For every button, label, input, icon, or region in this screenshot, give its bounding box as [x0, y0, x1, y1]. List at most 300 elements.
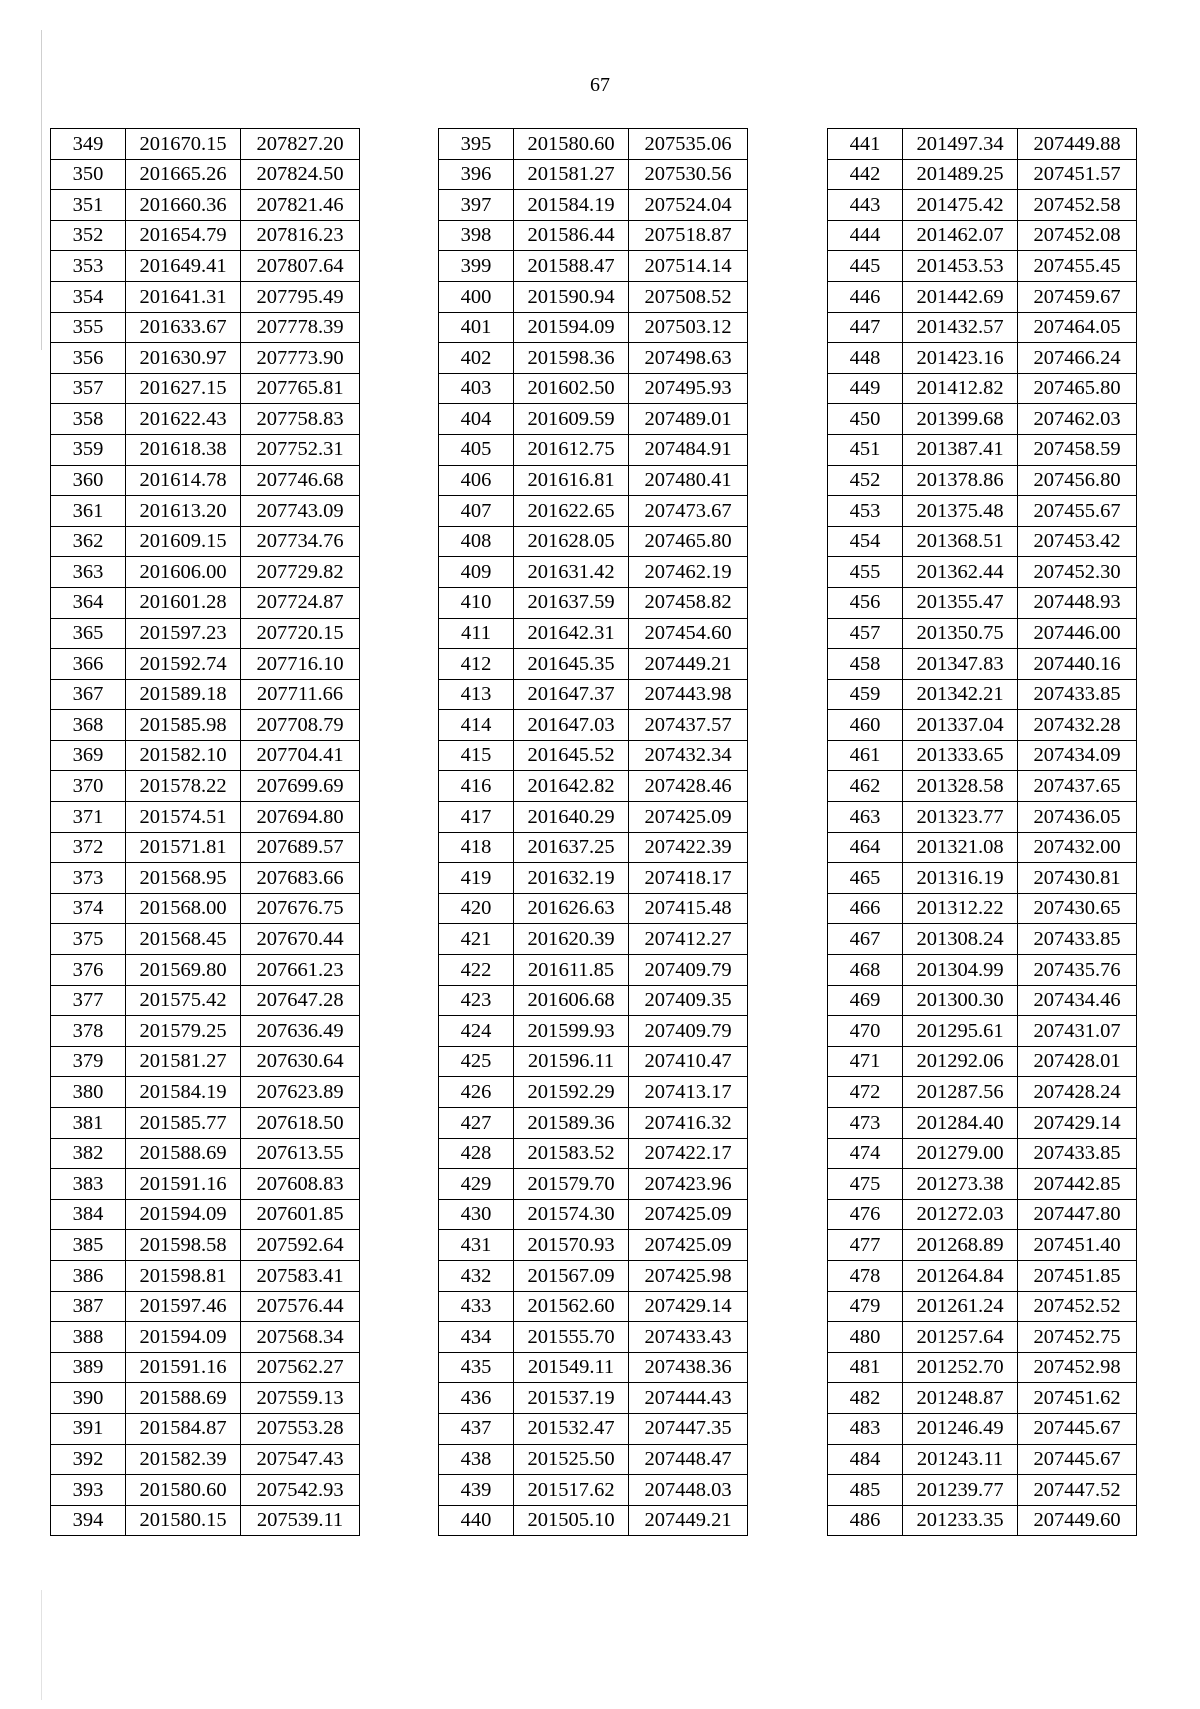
x-coordinate-cell: 201342.21: [903, 679, 1018, 710]
table-row: [439, 1138, 748, 1169]
table-row: [51, 312, 360, 343]
y-coordinate-cell: 207431.07: [1018, 1016, 1137, 1047]
point-number-cell: 471: [828, 1046, 903, 1077]
y-coordinate-cell: 207435.76: [1018, 955, 1137, 986]
x-coordinate-cell: 201647.37: [514, 679, 629, 710]
point-number-cell: 389: [51, 1352, 126, 1383]
point-number-cell: 426: [439, 1077, 514, 1108]
y-coordinate-cell: 207425.98: [629, 1260, 748, 1291]
x-coordinate-cell: 201614.78: [126, 465, 241, 496]
x-coordinate-cell: 201257.64: [903, 1322, 1018, 1353]
y-coordinate-cell: 207562.27: [241, 1352, 360, 1383]
table-row: [51, 955, 360, 986]
point-number-cell: 425: [439, 1046, 514, 1077]
y-coordinate-cell: 207433.43: [629, 1322, 748, 1353]
table-row: [51, 1169, 360, 1200]
table-row: [51, 1260, 360, 1291]
x-coordinate-cell: 201532.47: [514, 1413, 629, 1444]
point-number-cell: 439: [439, 1475, 514, 1506]
point-number-cell: 411: [439, 618, 514, 649]
x-coordinate-cell: 201287.56: [903, 1077, 1018, 1108]
table-row: [439, 1199, 748, 1230]
point-number-cell: 485: [828, 1475, 903, 1506]
table-row: [439, 618, 748, 649]
y-coordinate-cell: 207711.66: [241, 679, 360, 710]
point-number-cell: 355: [51, 312, 126, 343]
x-coordinate-cell: 201581.27: [514, 159, 629, 190]
y-coordinate-cell: 207444.43: [629, 1383, 748, 1414]
x-coordinate-cell: 201581.27: [126, 1046, 241, 1077]
table-row: [439, 1413, 748, 1444]
y-coordinate-cell: 207670.44: [241, 924, 360, 955]
table-row: [51, 373, 360, 404]
table-row: [51, 159, 360, 190]
x-coordinate-cell: 201590.94: [514, 281, 629, 312]
point-number-cell: 383: [51, 1169, 126, 1200]
y-coordinate-cell: 207824.50: [241, 159, 360, 190]
x-coordinate-cell: 201462.07: [903, 220, 1018, 251]
y-coordinate-cell: 207432.28: [1018, 710, 1137, 741]
table-row: [828, 1322, 1137, 1353]
table-row: [439, 1444, 748, 1475]
y-coordinate-cell: 207454.60: [629, 618, 748, 649]
table-row: [51, 1444, 360, 1475]
y-coordinate-cell: 207530.56: [629, 159, 748, 190]
table-row: [828, 343, 1137, 374]
point-number-cell: 413: [439, 679, 514, 710]
point-number-cell: 448: [828, 343, 903, 374]
x-coordinate-cell: 201233.35: [903, 1505, 1018, 1536]
table-row: [439, 159, 748, 190]
table-row: [51, 1016, 360, 1047]
table-row: [51, 190, 360, 221]
table-row: [828, 740, 1137, 771]
y-coordinate-cell: 207451.62: [1018, 1383, 1137, 1414]
table-row: [439, 496, 748, 527]
x-coordinate-cell: 201246.49: [903, 1413, 1018, 1444]
x-coordinate-cell: 201670.15: [126, 129, 241, 160]
x-coordinate-cell: 201316.19: [903, 863, 1018, 894]
table-row: [439, 1505, 748, 1536]
y-coordinate-cell: 207729.82: [241, 557, 360, 588]
y-coordinate-cell: 207448.47: [629, 1444, 748, 1475]
table-row: [828, 1413, 1137, 1444]
point-number-cell: 388: [51, 1322, 126, 1353]
x-coordinate-cell: 201598.36: [514, 343, 629, 374]
y-coordinate-cell: 207452.58: [1018, 190, 1137, 221]
y-coordinate-cell: 207453.42: [1018, 526, 1137, 557]
x-coordinate-cell: 201284.40: [903, 1108, 1018, 1139]
point-number-cell: 430: [439, 1199, 514, 1230]
table-row: [439, 1352, 748, 1383]
table-row: [439, 1475, 748, 1506]
point-number-cell: 409: [439, 557, 514, 588]
point-number-cell: 477: [828, 1230, 903, 1261]
table-row: [439, 1046, 748, 1077]
point-number-cell: 398: [439, 220, 514, 251]
point-number-cell: 368: [51, 710, 126, 741]
point-number-cell: 393: [51, 1475, 126, 1506]
table-row: [828, 1138, 1137, 1169]
point-number-cell: 385: [51, 1230, 126, 1261]
x-coordinate-cell: 201261.24: [903, 1291, 1018, 1322]
table-row: [439, 251, 748, 282]
point-number-cell: 458: [828, 649, 903, 680]
x-coordinate-cell: 201584.19: [126, 1077, 241, 1108]
x-coordinate-cell: 201333.65: [903, 740, 1018, 771]
point-number-cell: 423: [439, 985, 514, 1016]
y-coordinate-cell: 207734.76: [241, 526, 360, 557]
y-coordinate-cell: 207451.40: [1018, 1230, 1137, 1261]
point-number-cell: 479: [828, 1291, 903, 1322]
x-coordinate-cell: 201583.52: [514, 1138, 629, 1169]
y-coordinate-cell: 207676.75: [241, 893, 360, 924]
point-number-cell: 443: [828, 190, 903, 221]
y-coordinate-cell: 207553.28: [241, 1413, 360, 1444]
point-number-cell: 484: [828, 1444, 903, 1475]
point-number-cell: 440: [439, 1505, 514, 1536]
x-coordinate-cell: 201645.52: [514, 740, 629, 771]
y-coordinate-cell: 207422.17: [629, 1138, 748, 1169]
table-row: [828, 1352, 1137, 1383]
table-row: [828, 281, 1137, 312]
y-coordinate-cell: 207425.09: [629, 1199, 748, 1230]
y-coordinate-cell: 207428.01: [1018, 1046, 1137, 1077]
point-number-cell: 434: [439, 1322, 514, 1353]
y-coordinate-cell: 207778.39: [241, 312, 360, 343]
point-number-cell: 399: [439, 251, 514, 282]
y-coordinate-cell: 207415.48: [629, 893, 748, 924]
table-row: [828, 863, 1137, 894]
x-coordinate-cell: 201642.82: [514, 771, 629, 802]
point-number-cell: 437: [439, 1413, 514, 1444]
table-row: [51, 863, 360, 894]
y-coordinate-cell: 207436.05: [1018, 802, 1137, 833]
x-coordinate-cell: 201591.16: [126, 1169, 241, 1200]
x-coordinate-cell: 201300.30: [903, 985, 1018, 1016]
point-number-cell: 363: [51, 557, 126, 588]
point-number-cell: 391: [51, 1413, 126, 1444]
y-coordinate-cell: 207807.64: [241, 251, 360, 282]
y-coordinate-cell: 207466.24: [1018, 343, 1137, 374]
x-coordinate-cell: 201580.60: [514, 129, 629, 160]
x-coordinate-cell: 201580.15: [126, 1505, 241, 1536]
x-coordinate-cell: 201609.59: [514, 404, 629, 435]
x-coordinate-cell: 201579.25: [126, 1016, 241, 1047]
table-row: [439, 343, 748, 374]
x-coordinate-cell: 201584.19: [514, 190, 629, 221]
point-number-cell: 357: [51, 373, 126, 404]
y-coordinate-cell: 207518.87: [629, 220, 748, 251]
x-coordinate-cell: 201606.68: [514, 985, 629, 1016]
table-row: [51, 985, 360, 1016]
table-row: [439, 649, 748, 680]
point-number-cell: 403: [439, 373, 514, 404]
y-coordinate-cell: 207542.93: [241, 1475, 360, 1506]
table-row: [439, 893, 748, 924]
y-coordinate-cell: 207716.10: [241, 649, 360, 680]
x-coordinate-cell: 201362.44: [903, 557, 1018, 588]
x-coordinate-cell: 201642.31: [514, 618, 629, 649]
y-coordinate-cell: 207746.68: [241, 465, 360, 496]
y-coordinate-cell: 207438.36: [629, 1352, 748, 1383]
y-coordinate-cell: 207413.17: [629, 1077, 748, 1108]
y-coordinate-cell: 207409.79: [629, 1016, 748, 1047]
x-coordinate-cell: 201599.93: [514, 1016, 629, 1047]
x-coordinate-cell: 201611.85: [514, 955, 629, 986]
point-number-cell: 463: [828, 802, 903, 833]
table-row: [828, 1199, 1137, 1230]
x-coordinate-cell: 201571.81: [126, 832, 241, 863]
table-row: [828, 771, 1137, 802]
table-row: [439, 924, 748, 955]
point-number-cell: 480: [828, 1322, 903, 1353]
point-number-cell: 478: [828, 1260, 903, 1291]
table-row: [439, 985, 748, 1016]
point-number-cell: 457: [828, 618, 903, 649]
table-row: [439, 1322, 748, 1353]
y-coordinate-cell: 207448.93: [1018, 587, 1137, 618]
y-coordinate-cell: 207434.46: [1018, 985, 1137, 1016]
x-coordinate-cell: 201549.11: [514, 1352, 629, 1383]
table-row: [828, 985, 1137, 1016]
table-row: [828, 1444, 1137, 1475]
point-number-cell: 408: [439, 526, 514, 557]
table-row: [439, 740, 748, 771]
x-coordinate-cell: 201537.19: [514, 1383, 629, 1414]
point-number-cell: 349: [51, 129, 126, 160]
point-number-cell: 407: [439, 496, 514, 527]
y-coordinate-cell: 207592.64: [241, 1230, 360, 1261]
x-coordinate-cell: 201567.09: [514, 1260, 629, 1291]
point-number-cell: 361: [51, 496, 126, 527]
point-number-cell: 400: [439, 281, 514, 312]
point-number-cell: 454: [828, 526, 903, 557]
y-coordinate-cell: 207618.50: [241, 1108, 360, 1139]
y-coordinate-cell: 207452.52: [1018, 1291, 1137, 1322]
y-coordinate-cell: 207449.88: [1018, 129, 1137, 160]
x-coordinate-cell: 201569.80: [126, 955, 241, 986]
point-number-cell: 475: [828, 1169, 903, 1200]
y-coordinate-cell: 207452.08: [1018, 220, 1137, 251]
x-coordinate-cell: 201442.69: [903, 281, 1018, 312]
point-number-cell: 473: [828, 1108, 903, 1139]
point-number-cell: 382: [51, 1138, 126, 1169]
table-row: [51, 281, 360, 312]
y-coordinate-cell: 207694.80: [241, 802, 360, 833]
point-number-cell: 405: [439, 434, 514, 465]
x-coordinate-cell: 201475.42: [903, 190, 1018, 221]
y-coordinate-cell: 207795.49: [241, 281, 360, 312]
table-row: [51, 343, 360, 374]
y-coordinate-cell: 207418.17: [629, 863, 748, 894]
table-row: [51, 1230, 360, 1261]
y-coordinate-cell: 207429.14: [629, 1291, 748, 1322]
table-row: [439, 1230, 748, 1261]
point-number-cell: 431: [439, 1230, 514, 1261]
table-row: [439, 1169, 748, 1200]
y-coordinate-cell: 207508.52: [629, 281, 748, 312]
y-coordinate-cell: 207462.19: [629, 557, 748, 588]
point-number-cell: 369: [51, 740, 126, 771]
point-number-cell: 460: [828, 710, 903, 741]
table-row: [828, 587, 1137, 618]
x-coordinate-cell: 201423.16: [903, 343, 1018, 374]
x-coordinate-cell: 201589.18: [126, 679, 241, 710]
table-row: [828, 1383, 1137, 1414]
coordinate-table-1: [50, 128, 360, 1536]
table-row: [439, 1016, 748, 1047]
point-number-cell: 445: [828, 251, 903, 282]
table-row: [439, 557, 748, 588]
point-number-cell: 417: [439, 802, 514, 833]
point-number-cell: 384: [51, 1199, 126, 1230]
table-row: [828, 955, 1137, 986]
x-coordinate-cell: 201588.47: [514, 251, 629, 282]
point-number-cell: 468: [828, 955, 903, 986]
y-coordinate-cell: 207608.83: [241, 1169, 360, 1200]
y-coordinate-cell: 207765.81: [241, 373, 360, 404]
y-coordinate-cell: 207422.39: [629, 832, 748, 863]
y-coordinate-cell: 207442.85: [1018, 1169, 1137, 1200]
x-coordinate-cell: 201579.70: [514, 1169, 629, 1200]
table-row: [439, 587, 748, 618]
point-number-cell: 406: [439, 465, 514, 496]
point-number-cell: 428: [439, 1138, 514, 1169]
point-number-cell: 374: [51, 893, 126, 924]
y-coordinate-cell: 207434.09: [1018, 740, 1137, 771]
point-number-cell: 390: [51, 1383, 126, 1414]
y-coordinate-cell: 207647.28: [241, 985, 360, 1016]
point-number-cell: 453: [828, 496, 903, 527]
x-coordinate-cell: 201631.42: [514, 557, 629, 588]
y-coordinate-cell: 207449.21: [629, 1505, 748, 1536]
y-coordinate-cell: 207816.23: [241, 220, 360, 251]
y-coordinate-cell: 207821.46: [241, 190, 360, 221]
x-coordinate-cell: 201453.53: [903, 251, 1018, 282]
table-row: [51, 526, 360, 557]
x-coordinate-cell: 201570.93: [514, 1230, 629, 1261]
table-row: [51, 496, 360, 527]
y-coordinate-cell: 207630.64: [241, 1046, 360, 1077]
x-coordinate-cell: 201279.00: [903, 1138, 1018, 1169]
point-number-cell: 469: [828, 985, 903, 1016]
y-coordinate-cell: 207433.85: [1018, 1138, 1137, 1169]
table-row: [51, 1199, 360, 1230]
table-row: [439, 465, 748, 496]
y-coordinate-cell: 207455.67: [1018, 496, 1137, 527]
point-number-cell: 365: [51, 618, 126, 649]
point-number-cell: 466: [828, 893, 903, 924]
table-row: [439, 190, 748, 221]
y-coordinate-cell: 207425.09: [629, 802, 748, 833]
point-number-cell: 375: [51, 924, 126, 955]
table-row: [51, 1108, 360, 1139]
x-coordinate-cell: 201312.22: [903, 893, 1018, 924]
x-coordinate-cell: 201594.09: [514, 312, 629, 343]
x-coordinate-cell: 201609.15: [126, 526, 241, 557]
y-coordinate-cell: 207443.98: [629, 679, 748, 710]
y-coordinate-cell: 207448.03: [629, 1475, 748, 1506]
x-coordinate-cell: 201368.51: [903, 526, 1018, 557]
table-row: [828, 832, 1137, 863]
y-coordinate-cell: 207539.11: [241, 1505, 360, 1536]
x-coordinate-cell: 201272.03: [903, 1199, 1018, 1230]
y-coordinate-cell: 207465.80: [1018, 373, 1137, 404]
point-number-cell: 451: [828, 434, 903, 465]
y-coordinate-cell: 207683.66: [241, 863, 360, 894]
table-row: [439, 679, 748, 710]
x-coordinate-cell: 201628.05: [514, 526, 629, 557]
table-row: [51, 710, 360, 741]
x-coordinate-cell: 201584.87: [126, 1413, 241, 1444]
x-coordinate-cell: 201627.15: [126, 373, 241, 404]
y-coordinate-cell: 207724.87: [241, 587, 360, 618]
y-coordinate-cell: 207447.52: [1018, 1475, 1137, 1506]
y-coordinate-cell: 207601.85: [241, 1199, 360, 1230]
point-number-cell: 353: [51, 251, 126, 282]
y-coordinate-cell: 207455.45: [1018, 251, 1137, 282]
point-number-cell: 436: [439, 1383, 514, 1414]
x-coordinate-cell: 201641.31: [126, 281, 241, 312]
point-number-cell: 486: [828, 1505, 903, 1536]
x-coordinate-cell: 201562.60: [514, 1291, 629, 1322]
table-row: [828, 1169, 1137, 1200]
table-row: [51, 771, 360, 802]
point-number-cell: 364: [51, 587, 126, 618]
x-coordinate-cell: 201350.75: [903, 618, 1018, 649]
point-number-cell: 420: [439, 893, 514, 924]
x-coordinate-cell: 201328.58: [903, 771, 1018, 802]
point-number-cell: 394: [51, 1505, 126, 1536]
x-coordinate-cell: 201654.79: [126, 220, 241, 251]
table-row: [828, 220, 1137, 251]
point-number-cell: 452: [828, 465, 903, 496]
y-coordinate-cell: 207576.44: [241, 1291, 360, 1322]
point-number-cell: 370: [51, 771, 126, 802]
x-coordinate-cell: 201355.47: [903, 587, 1018, 618]
point-number-cell: 395: [439, 129, 514, 160]
table-row: [439, 434, 748, 465]
x-coordinate-cell: 201597.46: [126, 1291, 241, 1322]
x-coordinate-cell: 201337.04: [903, 710, 1018, 741]
y-coordinate-cell: 207623.89: [241, 1077, 360, 1108]
table-row: [439, 526, 748, 557]
point-number-cell: 410: [439, 587, 514, 618]
table-row: [439, 1291, 748, 1322]
point-number-cell: 422: [439, 955, 514, 986]
table-row: [828, 373, 1137, 404]
table-row: [439, 129, 748, 160]
point-number-cell: 378: [51, 1016, 126, 1047]
y-coordinate-cell: 207473.67: [629, 496, 748, 527]
y-coordinate-cell: 207446.00: [1018, 618, 1137, 649]
point-number-cell: 387: [51, 1291, 126, 1322]
x-coordinate-cell: 201525.50: [514, 1444, 629, 1475]
point-number-cell: 442: [828, 159, 903, 190]
x-coordinate-cell: 201645.35: [514, 649, 629, 680]
table-row: [828, 557, 1137, 588]
table-row: [439, 1260, 748, 1291]
y-coordinate-cell: 207432.00: [1018, 832, 1137, 863]
x-coordinate-cell: 201585.77: [126, 1108, 241, 1139]
x-coordinate-cell: 201626.63: [514, 893, 629, 924]
x-coordinate-cell: 201589.36: [514, 1108, 629, 1139]
x-coordinate-cell: 201649.41: [126, 251, 241, 282]
table-row: [439, 220, 748, 251]
x-coordinate-cell: 201568.95: [126, 863, 241, 894]
table-row: [439, 710, 748, 741]
